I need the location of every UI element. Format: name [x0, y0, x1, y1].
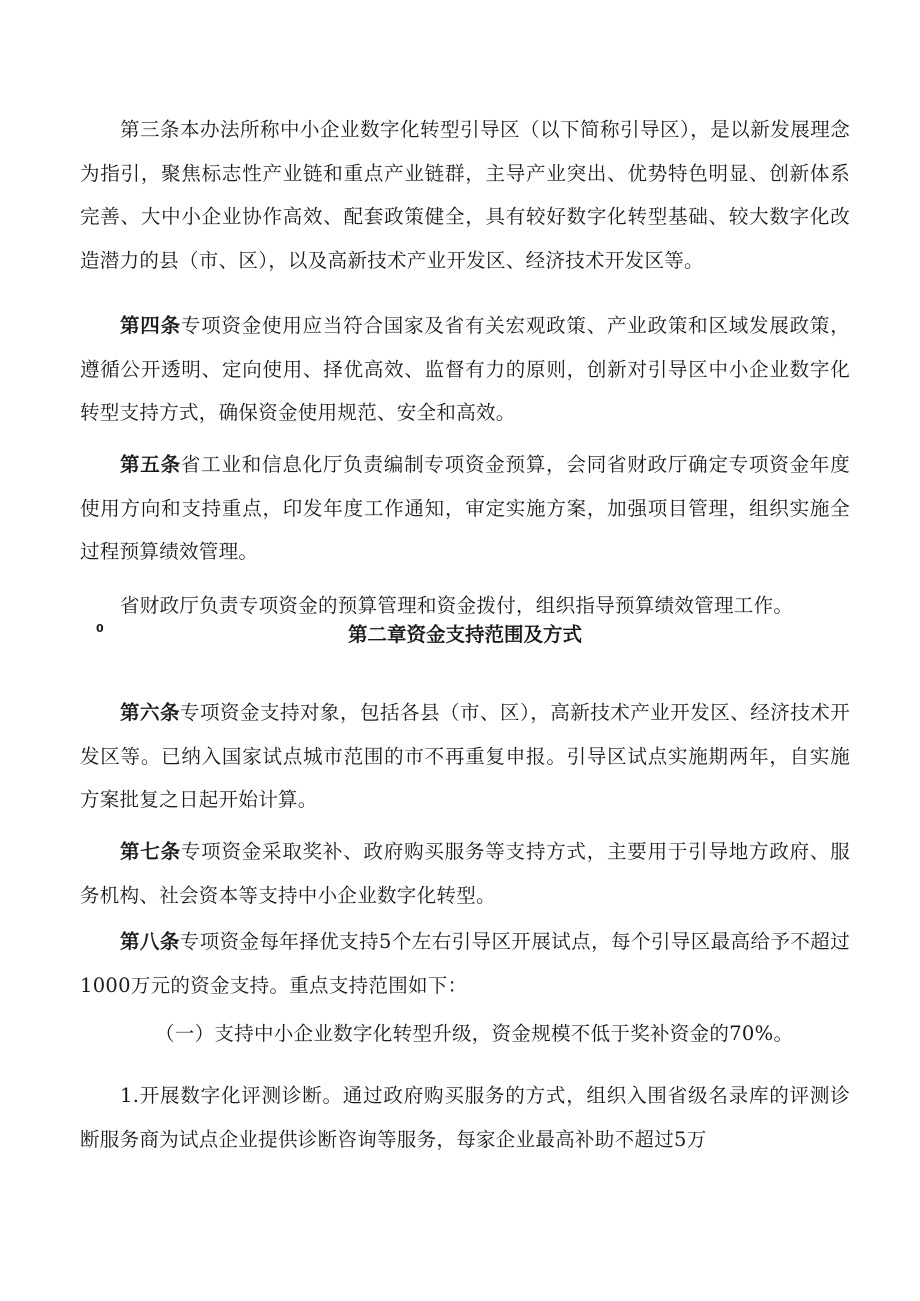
article-8-paragraph [80, 920, 850, 1007]
article-6-paragraph [80, 691, 850, 822]
article-4-text: 专项资金使用应当符合国家及省有关宏观政策、产业政策和区域发展政策，遵循公开透明、定向使用、择优高效、监督有力的原则，创新对引导区中小企业数字化转型支持方式，确保资金使用规范、安全和高效。 [80, 314, 850, 424]
chapter-2-heading: 第二章资金支持范围及方式 [347, 623, 582, 646]
article-5-second-text: 省财政厅负责专项资金的预算管理和资金拨付，组织指导预算绩效管理工作。 [120, 594, 794, 617]
article-6-label: 第六条 [120, 701, 180, 724]
article-4-label: 第四条 [120, 314, 181, 337]
article-3-paragraph [80, 108, 850, 282]
article-6-text: 专项资金支持对象，包括各县（市、区），高新技术产业开发区、经济技术开发区等。已纳入国家试点城市范围的市不再重复申报。引导区试点实施期两年，自实施方案批复之日起开始计算。 [80, 701, 850, 811]
section-1-heading [155, 1012, 855, 1056]
item-1-text: .开展数字化评测诊断。通过政府购买服务的方式，组织入围省级名录库的评测诊断服务商为试点企业提供诊断咨询等服务，每家企业最高补助不超过5万 [80, 1084, 850, 1151]
article-7-label: 第七条 [120, 840, 181, 863]
article-8-text: 专项资金每年择优支持5个左右引导区开展试点，每个引导区最高给予不超过1000万元的资金支持。重点支持范围如下： [80, 930, 850, 997]
item-1-paragraph [80, 1074, 850, 1161]
article-3-text: 第三条本办法所称中小企业数字化转型引导区（以下简称引导区），是以新发展理念为指引，聚焦标志性产业链和重点产业链群，主导产业突出、优势特色明显、创新体系完善、大中小企业协作高效、配套政策健全，具有较好数字化转型基础、较大数字化改造潜力的县（市、区），以及高新技术产业开发区、经济技术开发区等。 [80, 118, 850, 272]
article-4-paragraph [80, 304, 850, 435]
article-7-paragraph [80, 830, 850, 917]
article-5-label: 第五条 [120, 453, 181, 476]
article-5-text: 省工业和信息化厅负责编制专项资金预算，会同省财政厅确定专项资金年度使用方向和支持重点，印发年度工作通知，审定实施方案，加强项目管理，组织实施全过程预算绩效管理。 [80, 453, 850, 563]
section-1-text: （一）支持中小企业数字化转型升级，资金规模不低于奖补资金的70%。 [155, 1022, 794, 1045]
item-1-number: 1 [120, 1084, 133, 1107]
article-8-label: 第八条 [120, 930, 180, 953]
stray-mark: 0 [96, 622, 104, 635]
article-7-text: 专项资金采取奖补、政府购买服务等支持方式，主要用于引导地方政府、服务机构、社会资本等支持中小企业数字化转型。 [80, 840, 850, 907]
article-5-paragraph [80, 443, 850, 574]
